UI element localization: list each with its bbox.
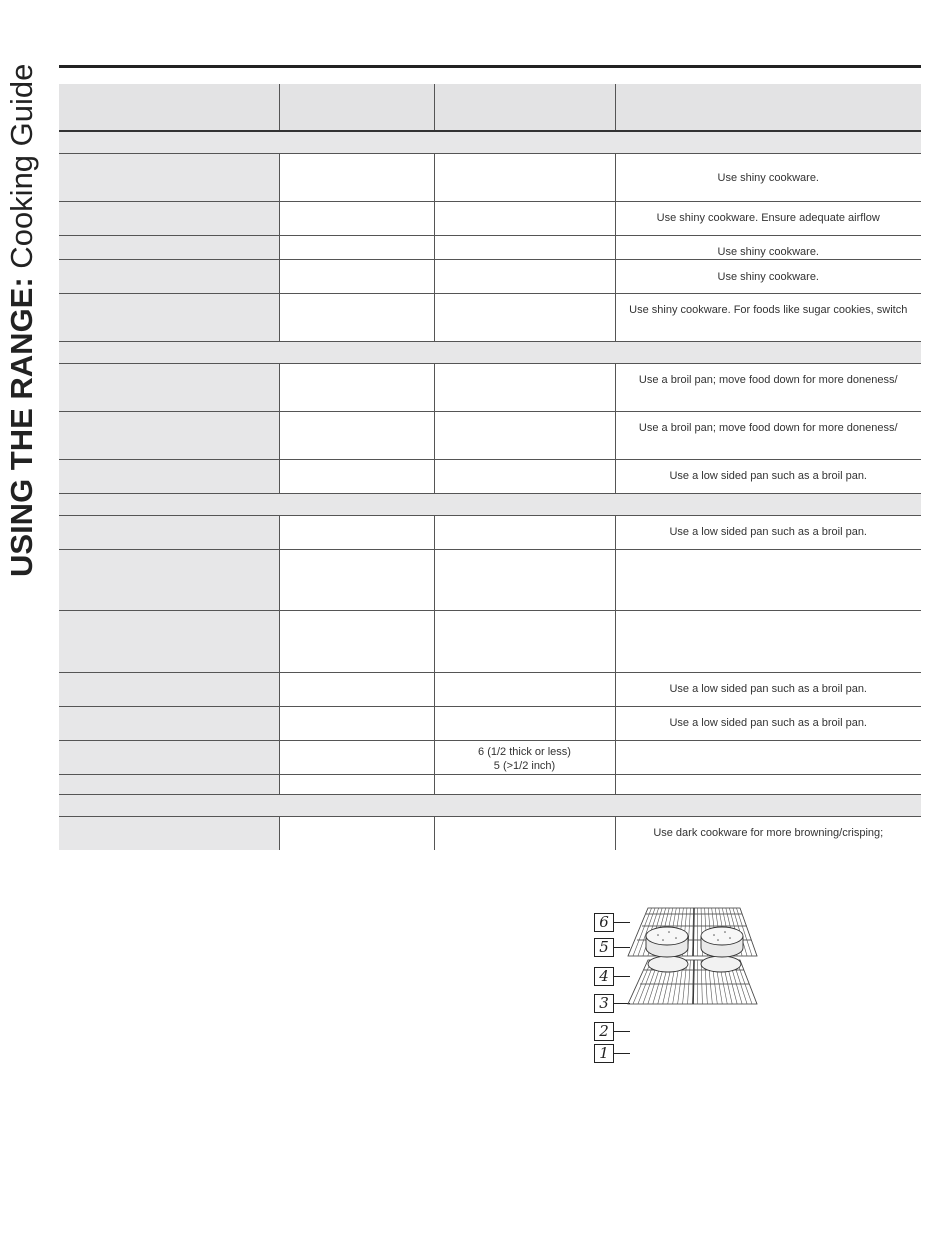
notes-cell [615, 236, 921, 260]
header-cell-mode [279, 84, 434, 131]
table-row [59, 202, 921, 236]
cooking-note: Use shiny cookware. [717, 246, 819, 258]
food-cell [59, 707, 279, 741]
notes-cell [615, 673, 921, 707]
mode-cell [279, 294, 434, 342]
notes-cell [615, 460, 921, 494]
title-light: Cooking Guide [4, 63, 39, 269]
section-header-cell [59, 131, 921, 154]
section-header-cell [59, 342, 921, 364]
page-side-title [4, 17, 40, 577]
food-cell [59, 260, 279, 294]
cooking-note: Use shiny cookware. Ensure adequate airflow [656, 212, 880, 224]
table-row [59, 412, 921, 460]
food-cell [59, 550, 279, 611]
mode-cell [279, 364, 434, 412]
table-row [59, 236, 921, 260]
food-cell [59, 236, 279, 260]
notes-cell [615, 817, 921, 851]
mode-cell [279, 707, 434, 741]
rack-label-6: 6 [594, 913, 614, 932]
mode-cell [279, 460, 434, 494]
food-cell [59, 516, 279, 550]
rack-position-cell [434, 707, 615, 741]
mode-cell [279, 516, 434, 550]
cooking-note: Use a broil pan; move food down for more doneness/ [638, 374, 898, 386]
header-cell-rack [434, 84, 615, 131]
table-row [59, 364, 921, 412]
food-cell [59, 294, 279, 342]
cooking-note: Use a broil pan; move food down for more doneness/ [638, 422, 898, 434]
cooking-note: Use a low sided pan such as a broil pan. [669, 470, 867, 482]
food-cell [59, 741, 279, 775]
rack-label-5: 5 [594, 938, 614, 957]
rack-position-cell [434, 817, 615, 851]
cooking-note: Use a low sided pan such as a broil pan. [669, 717, 867, 729]
top-rule [59, 65, 921, 68]
table-row [59, 550, 921, 611]
section-header-row [59, 795, 921, 817]
rack-label-3: 3 [594, 994, 614, 1013]
food-cell [59, 202, 279, 236]
mode-cell [279, 550, 434, 611]
food-cell [59, 673, 279, 707]
cooking-note: Use shiny cookware. [717, 171, 819, 184]
rack-label-4: 4 [594, 967, 614, 986]
notes-cell [615, 550, 921, 611]
cooking-note: Use shiny cookware. For foods like sugar cookies, switch [629, 304, 908, 316]
notes-cell [615, 412, 921, 460]
upper-cake-pans [646, 927, 743, 957]
mode-cell [279, 673, 434, 707]
notes-cell [615, 154, 921, 202]
rack-position-cell [434, 516, 615, 550]
cooking-note: Use a low sided pan such as a broil pan. [669, 683, 867, 695]
cooking-guide-table [59, 84, 921, 850]
notes-cell [615, 707, 921, 741]
rack-position-line: 5 (>1/2 inch) [493, 760, 556, 772]
food-cell [59, 460, 279, 494]
table-header-row [59, 84, 921, 131]
mode-cell [279, 202, 434, 236]
notes-cell [615, 516, 921, 550]
table-row [59, 294, 921, 342]
rack-position-cell [434, 611, 615, 673]
cooking-note: Use shiny cookware. [717, 270, 819, 283]
rack-position-cell [434, 294, 615, 342]
notes-cell [615, 294, 921, 342]
mode-cell [279, 412, 434, 460]
notes-cell [615, 364, 921, 412]
table-row [59, 741, 921, 775]
mode-cell [279, 236, 434, 260]
notes-cell [615, 611, 921, 673]
table-row [59, 707, 921, 741]
header-cell-food [59, 84, 279, 131]
notes-cell [615, 202, 921, 236]
rack-label-1: 1 [594, 1044, 614, 1063]
food-cell [59, 364, 279, 412]
food-cell [59, 775, 279, 795]
rack-position-cell [434, 364, 615, 412]
table-body [59, 131, 921, 850]
rack-position-cell [434, 154, 615, 202]
table-row [59, 775, 921, 795]
section-header-cell [59, 494, 921, 516]
mode-cell [279, 611, 434, 673]
food-cell [59, 611, 279, 673]
rack-position-cell [434, 673, 615, 707]
rack-position-cell [434, 460, 615, 494]
mode-cell [279, 154, 434, 202]
mode-cell [279, 817, 434, 851]
rack-position-line: 6 (1/2 thick or less) [478, 746, 571, 758]
food-cell [59, 412, 279, 460]
section-header-row [59, 342, 921, 364]
mode-cell [279, 775, 434, 795]
rack-position-cell [434, 260, 615, 294]
cooking-note: Use dark cookware for more browning/crisping; [653, 827, 884, 839]
rack-position-cell [434, 236, 615, 260]
food-cell [59, 154, 279, 202]
rack-position-cell [434, 202, 615, 236]
table-row [59, 817, 921, 851]
table-row [59, 611, 921, 673]
rack-position-cell [434, 741, 615, 775]
notes-cell [615, 775, 921, 795]
section-header-row [59, 494, 921, 516]
rack-position-diagram [590, 904, 770, 1064]
mode-cell [279, 741, 434, 775]
table-row [59, 516, 921, 550]
title-bold: USING THE RANGE: [4, 277, 39, 577]
notes-cell [615, 260, 921, 294]
oven-racks-illustration [590, 904, 770, 1064]
table-row [59, 154, 921, 202]
header-cell-notes [615, 84, 921, 131]
cooking-note: Use a low sided pan such as a broil pan. [669, 526, 867, 538]
table-row [59, 460, 921, 494]
rack-label-2: 2 [594, 1022, 614, 1041]
mode-cell [279, 260, 434, 294]
table-row [59, 260, 921, 294]
food-cell [59, 817, 279, 851]
table-row [59, 673, 921, 707]
section-header-cell [59, 795, 921, 817]
section-header-row [59, 131, 921, 154]
rack-position-cell [434, 550, 615, 611]
notes-cell [615, 741, 921, 775]
rack-position-cell [434, 775, 615, 795]
rack-position-cell [434, 412, 615, 460]
